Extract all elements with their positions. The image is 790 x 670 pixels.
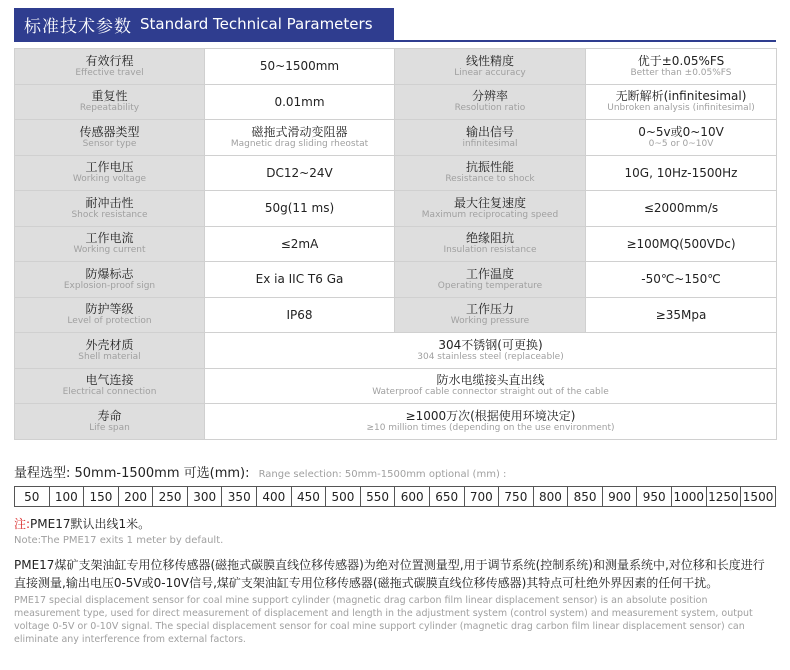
range-option: 350: [222, 487, 257, 507]
param-label-en: Operating temperature: [437, 280, 543, 291]
param-label-en: Effective travel: [75, 67, 144, 78]
note-en: Note:The PME17 exits 1 meter by default.: [14, 535, 224, 546]
param-label-cell: [395, 155, 586, 191]
param-label-cell: [395, 84, 586, 120]
param-value-en: ≥10 million times (depending on the use environment): [366, 422, 615, 433]
param-row: [15, 120, 777, 156]
param-value-en: Waterproof cable connector straight out of the cable: [372, 387, 609, 398]
range-option: 200: [118, 487, 153, 507]
default-length-note: [14, 516, 223, 548]
param-value: 304不锈钢(可更换): [438, 337, 543, 352]
param-value: 10G, 10Hz-1500Hz: [624, 165, 738, 180]
param-value: ≥35Mpa: [655, 307, 707, 322]
range-option: 550: [360, 487, 395, 507]
param-label-cn: 抗振性能: [465, 160, 514, 175]
param-row-wide: [15, 368, 777, 404]
param-label-en: Repeatability: [79, 103, 140, 114]
param-value-cell: [586, 226, 777, 262]
param-label-cn: 工作电流: [85, 231, 134, 246]
param-value-cell: [205, 120, 395, 156]
param-value: 0~5v或0~10V: [638, 124, 724, 139]
param-label-cell: [15, 262, 205, 298]
param-label-en: Shock resistance: [71, 209, 148, 220]
param-label-cn: 寿命: [97, 408, 122, 423]
param-label-cell: [395, 191, 586, 227]
param-value: ≤2000mm/s: [643, 201, 719, 216]
param-value-en: Unbroken analysis (infinitesimal): [607, 103, 755, 114]
param-value-cell: [586, 120, 777, 156]
param-value-cell: [586, 155, 777, 191]
param-value-cell: [586, 84, 777, 120]
param-value-cell: [205, 226, 395, 262]
param-label-en: Working pressure: [450, 316, 530, 327]
param-label-cn: 工作电压: [85, 160, 134, 175]
param-label-cn: 电气连接: [85, 373, 134, 388]
param-value-en: 304 stainless steel (replaceable): [417, 351, 564, 362]
param-label-en: Maximum reciprocating speed: [421, 209, 559, 220]
param-value: 0.01mm: [274, 94, 325, 109]
param-row-wide: [15, 404, 777, 440]
param-value-cell: [205, 297, 395, 333]
param-label-en: Life span: [89, 422, 130, 433]
param-label-en: Explosion-proof sign: [63, 280, 156, 291]
param-value: ≤2mA: [280, 236, 319, 251]
description-cn: PME17煤矿支架油缸专用位移传感器(磁拖式碳膜直线位移传感器)为绝对位置测量型,用于调节系统(控制系统)和测量系统中,对位移和长度进行直接测量,输出电压0-5V或0-10V信号,煤矿支架油缸专用位移传感器(磁拖式碳膜直线位移传感器)其特点可杜绝外界因素的任何干扰。: [14, 558, 765, 590]
param-label-cn: 分辨率: [471, 89, 508, 104]
range-title-en: Range selection: 50mm-1500mm optional (mm) :: [258, 469, 507, 480]
param-label-cell: [15, 297, 205, 333]
param-label-en: Resolution ratio: [454, 103, 526, 114]
param-row: [15, 262, 777, 298]
range-option: 1250: [706, 487, 741, 507]
param-label-cell: [15, 191, 205, 227]
param-value-cell: [205, 155, 395, 191]
range-option: 400: [257, 487, 292, 507]
range-option: 50: [15, 487, 50, 507]
param-value-cell: [205, 49, 395, 85]
section-header: [14, 8, 394, 40]
param-label-en: Shell material: [78, 351, 141, 362]
param-value-cell: [586, 191, 777, 227]
param-row: [15, 191, 777, 227]
param-label-cn: 耐冲击性: [85, 195, 134, 210]
parameters-table: [14, 48, 777, 440]
range-option: 650: [429, 487, 464, 507]
range-option: 750: [499, 487, 534, 507]
range-option: 600: [395, 487, 430, 507]
param-label-en: Working voltage: [72, 174, 147, 185]
description-en: PME17 special displacement sensor for coal mine support cylinder (magnetic drag carbon film linear displacement sensor) is an absolute position measurement type, used for direct measurement of displacement and length in the adjustment system (control system) and measurement system, output voltage 0-5V or 0-10V signal. The special displacement sensor for coal mine support cylinder (magnetic drag carbon film linear displacement sensor) can eliminate any interference from external factors.: [14, 595, 753, 645]
range-option: 700: [464, 487, 499, 507]
param-label-cn: 防护等级: [85, 302, 134, 317]
param-value: 优于±0.05%FS: [637, 53, 725, 68]
param-value-cell: [205, 368, 777, 404]
range-options-table: [14, 486, 776, 507]
range-option: 950: [637, 487, 672, 507]
param-label-cell: [15, 333, 205, 369]
param-label-cell: [15, 368, 205, 404]
param-value-en: Better than ±0.05%FS: [630, 67, 732, 78]
param-label-en: Sensor type: [82, 138, 137, 149]
param-label-cn: 输出信号: [465, 124, 514, 139]
param-row: [15, 297, 777, 333]
note-text: PME17默认出线1米。: [30, 517, 151, 531]
param-value: 50g(11 ms): [264, 201, 335, 216]
note-cn: [14, 516, 223, 532]
param-label-cn: 线性精度: [465, 53, 514, 68]
param-label-en: Level of protection: [67, 316, 152, 327]
section-title-en: Standard Technical Parameters: [140, 15, 373, 33]
range-option: 850: [568, 487, 603, 507]
range-option: 100: [49, 487, 84, 507]
section-title-cn: 标准技术参数: [24, 16, 132, 37]
param-label-en: Electrical connection: [62, 387, 157, 398]
param-row: [15, 49, 777, 85]
range-option: 800: [533, 487, 568, 507]
range-option: 250: [153, 487, 188, 507]
range-title-cn: 量程选型: 50mm-1500mm 可选(mm):: [14, 466, 250, 481]
param-row: [15, 84, 777, 120]
param-label-en: Insulation resistance: [443, 245, 537, 256]
param-value-cell: [586, 49, 777, 85]
param-value-cell: [205, 191, 395, 227]
param-label-en: Resistance to shock: [445, 174, 535, 185]
param-value-cell: [205, 84, 395, 120]
param-value-cell: [586, 262, 777, 298]
param-value-cell: [205, 333, 777, 369]
param-value-cell: [205, 262, 395, 298]
param-label-cell: [395, 120, 586, 156]
param-label-cn: 有效行程: [85, 53, 134, 68]
param-label-cn: 工作温度: [465, 266, 514, 281]
range-option: 450: [291, 487, 326, 507]
range-option: 900: [602, 487, 637, 507]
param-value-en: Magnetic drag sliding rheostat: [230, 138, 369, 149]
param-value: -50℃~150℃: [641, 272, 721, 287]
param-value: ≥100MQ(500VDc): [626, 236, 736, 251]
param-label-cn: 防爆标志: [85, 266, 134, 281]
param-value: IP68: [286, 307, 313, 322]
param-label-cell: [15, 84, 205, 120]
param-label-cell: [15, 120, 205, 156]
param-label-cn: 最大往复速度: [453, 195, 526, 210]
header-divider: [14, 40, 776, 42]
param-label-cn: 绝缘阻抗: [465, 231, 514, 246]
range-selection-title: [14, 462, 506, 481]
product-description: [14, 556, 776, 646]
param-value-en: 0~5 or 0~10V: [648, 138, 714, 149]
param-label-cn: 传感器类型: [79, 124, 140, 139]
param-label-cell: [15, 155, 205, 191]
param-value: 磁拖式滑动变阻器: [251, 124, 348, 139]
param-row: [15, 155, 777, 191]
param-label-en: infinitesimal: [462, 138, 518, 149]
param-label-en: Working current: [73, 245, 146, 256]
range-option: 500: [326, 487, 361, 507]
param-label-cell: [15, 404, 205, 440]
param-label-cell: [15, 49, 205, 85]
param-label-cn: 工作压力: [465, 302, 514, 317]
param-label-cn: 重复性: [91, 89, 128, 104]
param-label-cell: [395, 297, 586, 333]
param-value: DC12~24V: [266, 165, 333, 180]
param-value: 50~1500mm: [259, 59, 340, 74]
param-label-en: Linear accuracy: [454, 67, 526, 78]
param-value-cell: [205, 404, 777, 440]
param-value-cell: [586, 297, 777, 333]
note-mark: 注:: [14, 517, 31, 531]
param-value: ≥1000万次(根据使用环境决定): [405, 408, 576, 423]
range-option: 300: [187, 487, 222, 507]
param-row-wide: [15, 333, 777, 369]
param-value: 无断解析(infinitesimal): [615, 89, 747, 104]
param-label-cell: [395, 226, 586, 262]
range-option: 150: [84, 487, 119, 507]
param-label-cell: [395, 49, 586, 85]
param-row: [15, 226, 777, 262]
param-value: Ex ia IIC T6 Ga: [255, 272, 344, 287]
range-option: 1000: [671, 487, 706, 507]
range-option: 1500: [741, 487, 776, 507]
param-label-cn: 外壳材质: [85, 337, 134, 352]
param-label-cell: [15, 226, 205, 262]
param-label-cell: [395, 262, 586, 298]
param-value: 防水电缆接头直出线: [436, 373, 545, 388]
